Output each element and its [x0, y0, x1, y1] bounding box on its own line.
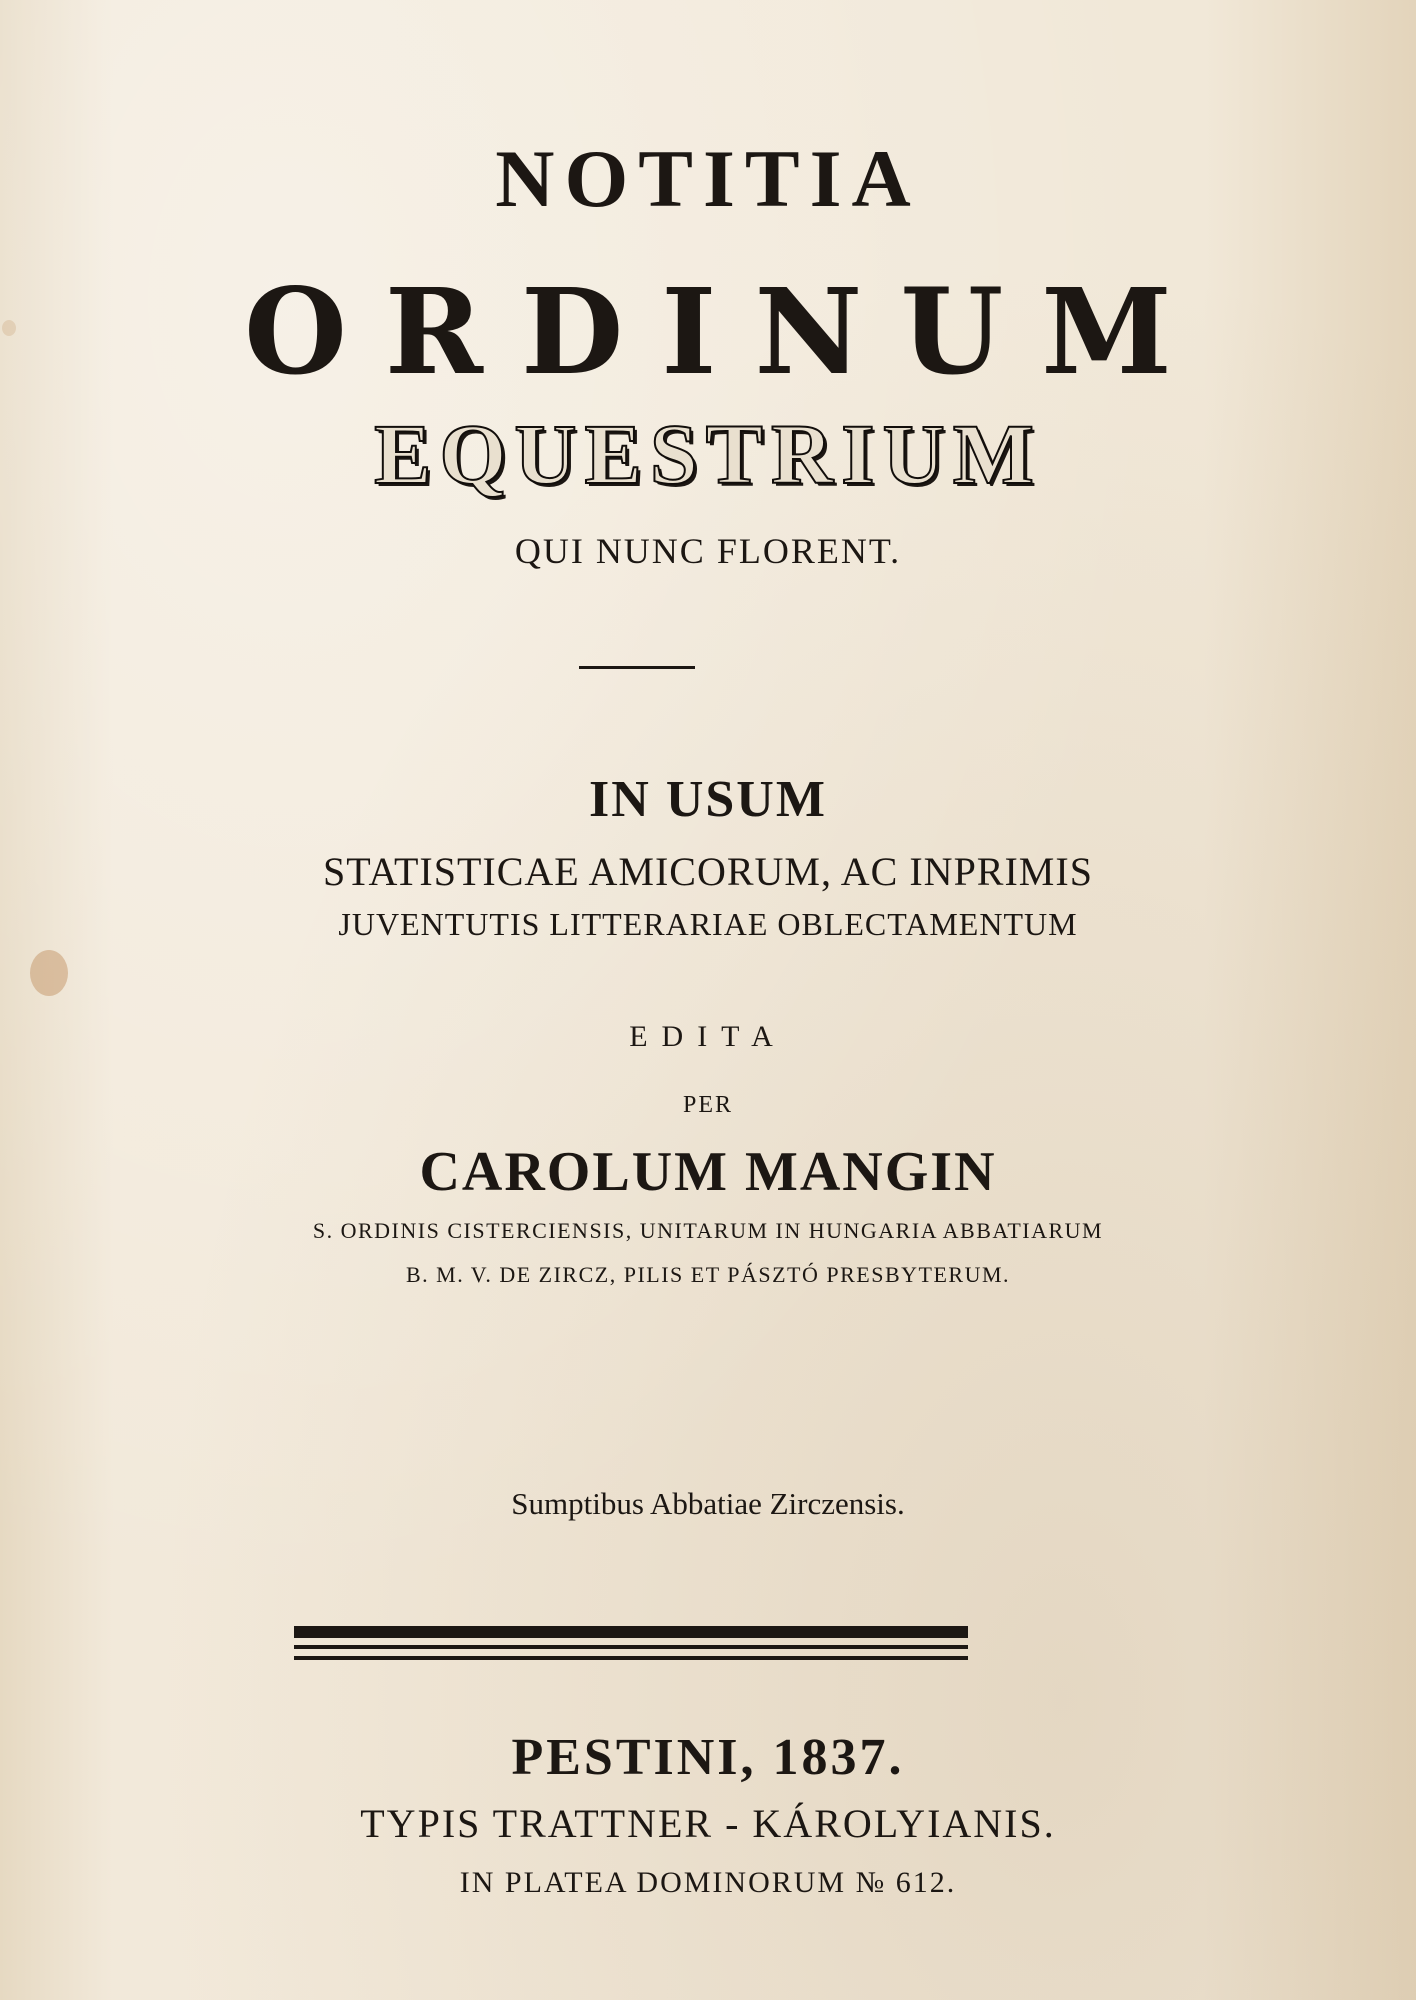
- imprint-address: IN PLATEA DOMINORUM № 612.: [459, 1866, 957, 1899]
- edita-label: EDITA: [629, 1020, 787, 1053]
- purpose-line-3: JUVENTUTIS LITTERARIAE OBLECTAMENTUM: [338, 906, 1078, 942]
- title-line-1: NOTITIA: [495, 133, 921, 224]
- purpose-line-1: IN USUM: [589, 771, 827, 828]
- short-rule-divider: [579, 666, 695, 669]
- stain-mark: [30, 950, 68, 996]
- per-label: PER: [682, 1092, 733, 1118]
- purpose-line-2: STATISTICAE AMICORUM, AC INPRIMIS: [323, 849, 1093, 894]
- author-name: CAROLUM MANGIN: [419, 1141, 997, 1203]
- title-line-2: ORDINUM: [244, 262, 1210, 401]
- imprint-printer: TYPIS TRATTNER - KÁROLYIANIS.: [360, 1801, 1056, 1846]
- author-description-1: S. ORDINIS CISTERCIENSIS, UNITARUM IN HUNGARIA ABBATIARUM: [312, 1218, 1104, 1243]
- title-line-4: QUI NUNC FLORENT.: [514, 531, 902, 571]
- title-line-3: EQUESTRIUM: [374, 406, 1042, 502]
- triple-rule-divider: [294, 1626, 968, 1666]
- imprint-place-year: PESTINI, 1837.: [511, 1729, 905, 1786]
- author-description-2: B. M. V. DE ZIRCZ, PILIS ET PÁSZTÓ PRESBYTERUM.: [405, 1262, 1011, 1287]
- sumptibus-line: Sumptibus Abbatiae Zirczensis.: [511, 1486, 905, 1521]
